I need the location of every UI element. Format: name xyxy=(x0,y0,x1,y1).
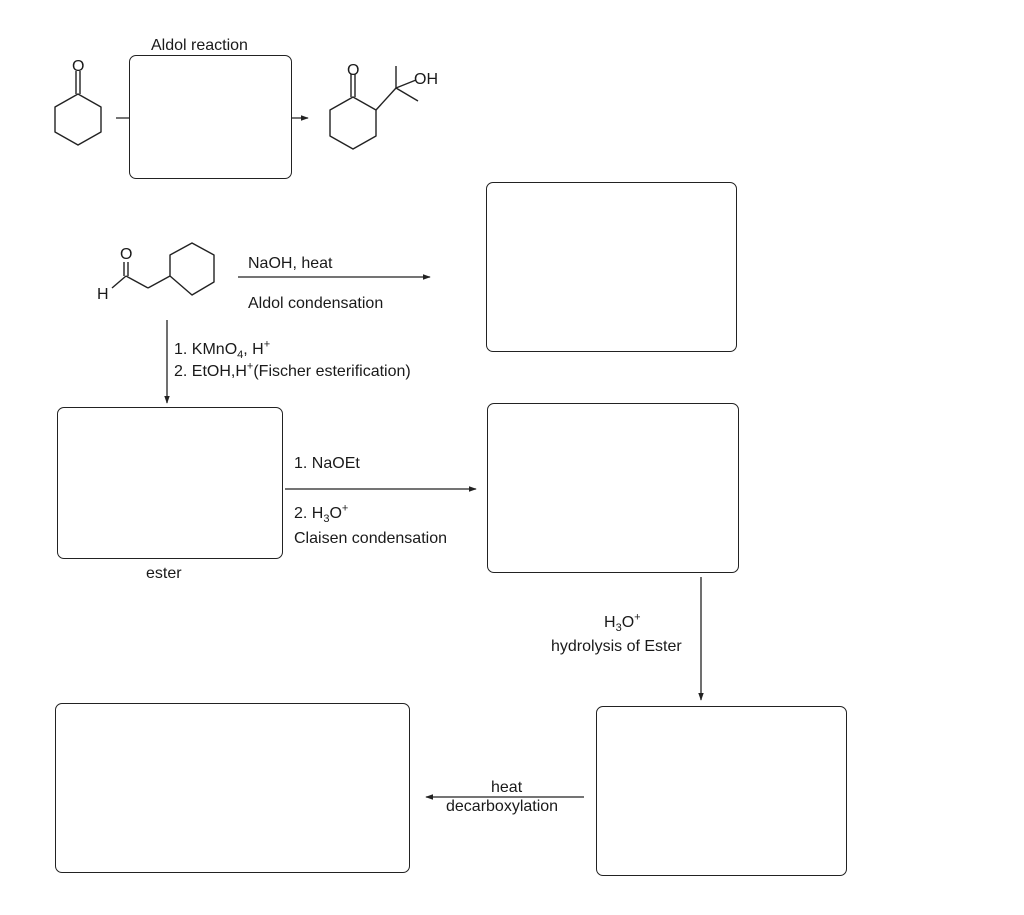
answer-box-aldol-condensation-product[interactable] xyxy=(486,182,737,352)
claisen-step-2: 2. $H_3O^+$ xyxy=(294,502,349,526)
answer-box-final-product[interactable] xyxy=(55,703,410,873)
atom-label-h: H xyxy=(97,286,109,303)
esterification-step-2: 2. EtOH,H+(Fischer esterification) xyxy=(174,360,411,380)
answer-box-hydrolysis-product[interactable] xyxy=(596,706,847,876)
ester-box-label: ester xyxy=(146,565,182,582)
claisen-step-1: 1. NaOEt xyxy=(294,455,360,472)
hydrolysis-name: hydrolysis of Ester xyxy=(551,638,682,655)
decarboxylation-reagent: heat xyxy=(491,779,523,796)
claisen-name: Claisen condensation xyxy=(294,530,447,547)
aldol-reaction-label: Aldol reaction xyxy=(151,37,248,54)
answer-box-claisen-product[interactable] xyxy=(487,403,739,573)
atom-label-o: O xyxy=(72,58,85,75)
decarboxylation-name: decarboxylation xyxy=(446,798,559,815)
atom-label-o: O xyxy=(347,62,360,79)
atom-label-oh: OH xyxy=(414,71,438,88)
atom-label-o: O xyxy=(120,246,133,263)
oxidation-step-1: 1. KMnO$_4$, H+ xyxy=(174,338,271,362)
cyclohexanone-structure xyxy=(55,71,101,145)
hydrolysis-reagent: $H_3O^+$ xyxy=(604,611,641,635)
aldol-condensation-name: Aldol condensation xyxy=(248,295,384,312)
aldol-condensation-reagent: NaOH, heat xyxy=(248,255,333,272)
answer-box-ester[interactable] xyxy=(57,407,283,559)
aldol-product-structure xyxy=(330,66,418,149)
answer-box-aldol-reagent[interactable] xyxy=(129,55,292,179)
